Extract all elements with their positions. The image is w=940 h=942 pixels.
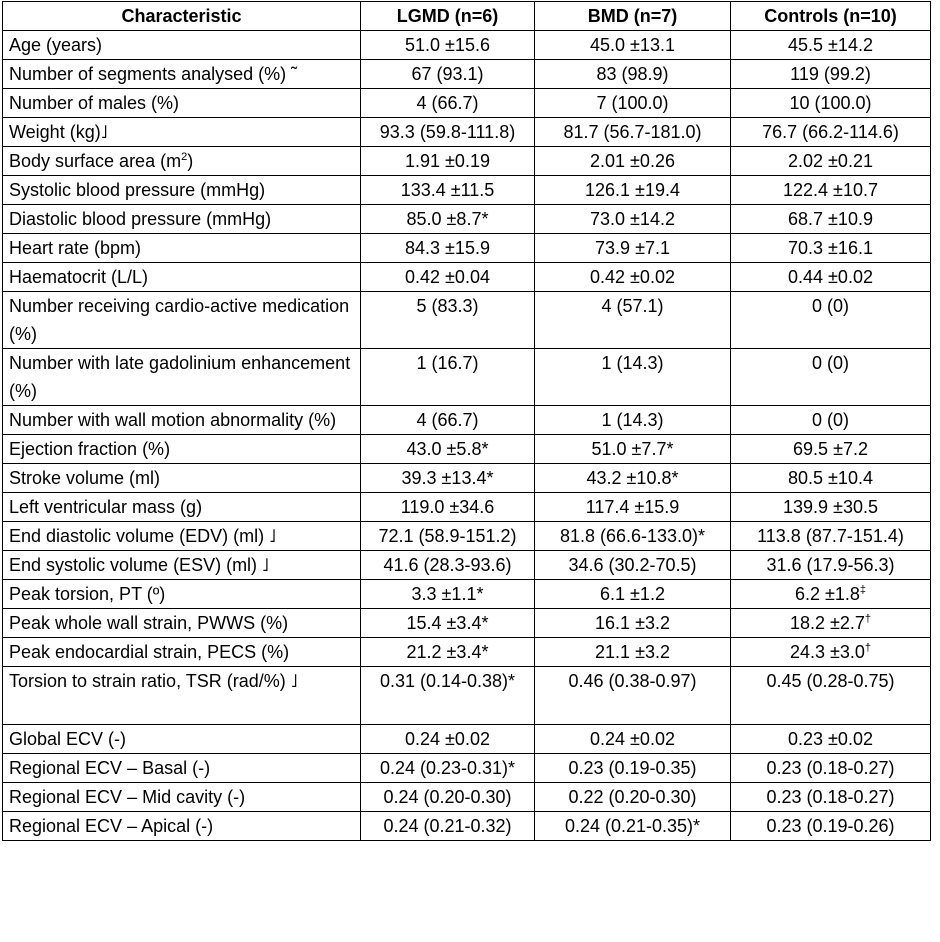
lgmd-value: 51.0 ±15.6 (361, 31, 535, 60)
bmd-value: 4 (57.1) (535, 292, 731, 349)
table-row (3, 580, 931, 609)
bmd-value: 21.1 ±3.2 (535, 638, 731, 667)
bmd-value: 45.0 ±13.1 (535, 31, 731, 60)
lgmd-value: 21.2 ±3.4* (361, 638, 535, 667)
row-label: Left ventricular mass (g) (3, 493, 361, 522)
row-label: Weight (kg)˩ (3, 118, 361, 147)
controls-value: 45.5 ±14.2 (731, 31, 931, 60)
controls-value: 0.23 (0.19-0.26) (731, 812, 931, 841)
bmd-value: 81.7 (56.7-181.0) (535, 118, 731, 147)
row-label: Number receiving cardio-active medication (%) (3, 292, 361, 349)
row-label: Regional ECV – Basal (-) (3, 754, 361, 783)
controls-value: 68.7 ±10.9 (731, 205, 931, 234)
row-label: Age (years) (3, 31, 361, 60)
row-label: Torsion to strain ratio, TSR (rad/%) ˩ (3, 667, 361, 725)
controls-value: 69.5 ±7.2 (731, 435, 931, 464)
controls-value: 31.6 (17.9-56.3) (731, 551, 931, 580)
bmd-value: 0.46 (0.38-0.97) (535, 667, 731, 725)
controls-value: 0 (0) (731, 349, 931, 406)
controls-value: 113.8 (87.7-151.4) (731, 522, 931, 551)
lgmd-value: 43.0 ±5.8* (361, 435, 535, 464)
controls-value: 0.23 (0.18-0.27) (731, 783, 931, 812)
table-row (3, 609, 931, 638)
table-row (3, 754, 931, 783)
table-row (3, 89, 931, 118)
bmd-value: 1 (14.3) (535, 406, 731, 435)
bmd-value: 0.22 (0.20-0.30) (535, 783, 731, 812)
lgmd-value: 72.1 (58.9-151.2) (361, 522, 535, 551)
table-row (3, 118, 931, 147)
row-label: Peak torsion, PT (º) (3, 580, 361, 609)
table-row (3, 406, 931, 435)
bmd-value: 81.8 (66.6-133.0)* (535, 522, 731, 551)
bmd-value: 0.24 (0.21-0.35)* (535, 812, 731, 841)
row-label: Stroke volume (ml) (3, 464, 361, 493)
header-lgmd: LGMD (n=6) (361, 2, 535, 31)
controls-value: 0 (0) (731, 406, 931, 435)
controls-value: 139.9 ±30.5 (731, 493, 931, 522)
table-row (3, 667, 931, 725)
lgmd-value: 133.4 ±11.5 (361, 176, 535, 205)
bmd-value: 6.1 ±1.2 (535, 580, 731, 609)
table-row (3, 205, 931, 234)
controls-value: 6.2 ±1.8‡ (731, 580, 931, 609)
bmd-value: 43.2 ±10.8* (535, 464, 731, 493)
row-label: Number with wall motion abnormality (%) (3, 406, 361, 435)
table-row (3, 464, 931, 493)
bmd-value: 126.1 ±19.4 (535, 176, 731, 205)
lgmd-value: 15.4 ±3.4* (361, 609, 535, 638)
header-characteristic: Characteristic (3, 2, 361, 31)
table-row (3, 522, 931, 551)
header-controls: Controls (n=10) (731, 2, 931, 31)
controls-value: 0.23 ±0.02 (731, 725, 931, 754)
table-row (3, 783, 931, 812)
bmd-value: 16.1 ±3.2 (535, 609, 731, 638)
lgmd-value: 0.42 ±0.04 (361, 263, 535, 292)
table-row (3, 725, 931, 754)
row-label: Ejection fraction (%) (3, 435, 361, 464)
lgmd-value: 0.24 (0.21-0.32) (361, 812, 535, 841)
table-row (3, 147, 931, 176)
row-label: Peak endocardial strain, PECS (%) (3, 638, 361, 667)
bmd-value: 0.42 ±0.02 (535, 263, 731, 292)
controls-value: 70.3 ±16.1 (731, 234, 931, 263)
controls-value: 0.44 ±0.02 (731, 263, 931, 292)
row-label: Peak whole wall strain, PWWS (%) (3, 609, 361, 638)
table-row (3, 812, 931, 841)
controls-value: 0.45 (0.28-0.75) (731, 667, 931, 725)
table-row (3, 435, 931, 464)
lgmd-value: 0.24 (0.20-0.30) (361, 783, 535, 812)
table-row (3, 263, 931, 292)
row-label: Diastolic blood pressure (mmHg) (3, 205, 361, 234)
table-row (3, 234, 931, 263)
controls-value: 0.23 (0.18-0.27) (731, 754, 931, 783)
controls-value: 80.5 ±10.4 (731, 464, 931, 493)
bmd-value: 0.23 (0.19-0.35) (535, 754, 731, 783)
bmd-value: 2.01 ±0.26 (535, 147, 731, 176)
row-label: Global ECV (-) (3, 725, 361, 754)
lgmd-value: 0.24 (0.23-0.31)* (361, 754, 535, 783)
header-row (3, 2, 931, 31)
table-row (3, 292, 931, 349)
controls-value: 119 (99.2) (731, 60, 931, 89)
lgmd-value: 5 (83.3) (361, 292, 535, 349)
lgmd-value: 85.0 ±8.7* (361, 205, 535, 234)
lgmd-value: 4 (66.7) (361, 89, 535, 118)
lgmd-value: 1.91 ±0.19 (361, 147, 535, 176)
controls-value: 24.3 ±3.0† (731, 638, 931, 667)
row-label: Haematocrit (L/L) (3, 263, 361, 292)
row-label: End systolic volume (ESV) (ml) ˩ (3, 551, 361, 580)
controls-value: 122.4 ±10.7 (731, 176, 931, 205)
row-label: Body surface area $(m^2)$ (3, 147, 361, 176)
lgmd-value: 41.6 (28.3-93.6) (361, 551, 535, 580)
lgmd-value: 4 (66.7) (361, 406, 535, 435)
lgmd-value: 39.3 ±13.4* (361, 464, 535, 493)
row-label: Systolic blood pressure (mmHg) (3, 176, 361, 205)
bmd-value: 1 (14.3) (535, 349, 731, 406)
bmd-value: 73.9 ±7.1 (535, 234, 731, 263)
bmd-value: 34.6 (30.2-70.5) (535, 551, 731, 580)
lgmd-value: 1 (16.7) (361, 349, 535, 406)
characteristics-table (2, 1, 931, 841)
table-row (3, 60, 931, 89)
row-label: Number of males (%) (3, 89, 361, 118)
row-label: Number of segments analysed (%) ˜ (3, 60, 361, 89)
controls-value: 10 (100.0) (731, 89, 931, 118)
controls-value: 18.2 ±2.7† (731, 609, 931, 638)
row-label: Heart rate (bpm) (3, 234, 361, 263)
lgmd-value: 0.24 ±0.02 (361, 725, 535, 754)
controls-value: 2.02 ±0.21 (731, 147, 931, 176)
table-row (3, 176, 931, 205)
row-label: Regional ECV – Mid cavity (-) (3, 783, 361, 812)
header-bmd: BMD (n=7) (535, 2, 731, 31)
lgmd-value: 3.3 ±1.1* (361, 580, 535, 609)
controls-value: 76.7 (66.2-114.6) (731, 118, 931, 147)
lgmd-value: 93.3 (59.8-111.8) (361, 118, 535, 147)
bmd-value: 117.4 ±15.9 (535, 493, 731, 522)
bmd-value: 0.24 ±0.02 (535, 725, 731, 754)
bmd-value: 73.0 ±14.2 (535, 205, 731, 234)
table-row (3, 638, 931, 667)
lgmd-value: 84.3 ±15.9 (361, 234, 535, 263)
bmd-value: 51.0 ±7.7* (535, 435, 731, 464)
table-row (3, 493, 931, 522)
table-row (3, 349, 931, 406)
lgmd-value: 0.31 (0.14-0.38)* (361, 667, 535, 725)
lgmd-value: 67 (93.1) (361, 60, 535, 89)
row-label: End diastolic volume (EDV) (ml) ˩ (3, 522, 361, 551)
row-label: Regional ECV – Apical (-) (3, 812, 361, 841)
bmd-value: 83 (98.9) (535, 60, 731, 89)
table-row (3, 31, 931, 60)
row-label: Number with late gadolinium enhancement (%) (3, 349, 361, 406)
lgmd-value: 119.0 ±34.6 (361, 493, 535, 522)
table-row (3, 551, 931, 580)
controls-value: 0 (0) (731, 292, 931, 349)
bmd-value: 7 (100.0) (535, 89, 731, 118)
